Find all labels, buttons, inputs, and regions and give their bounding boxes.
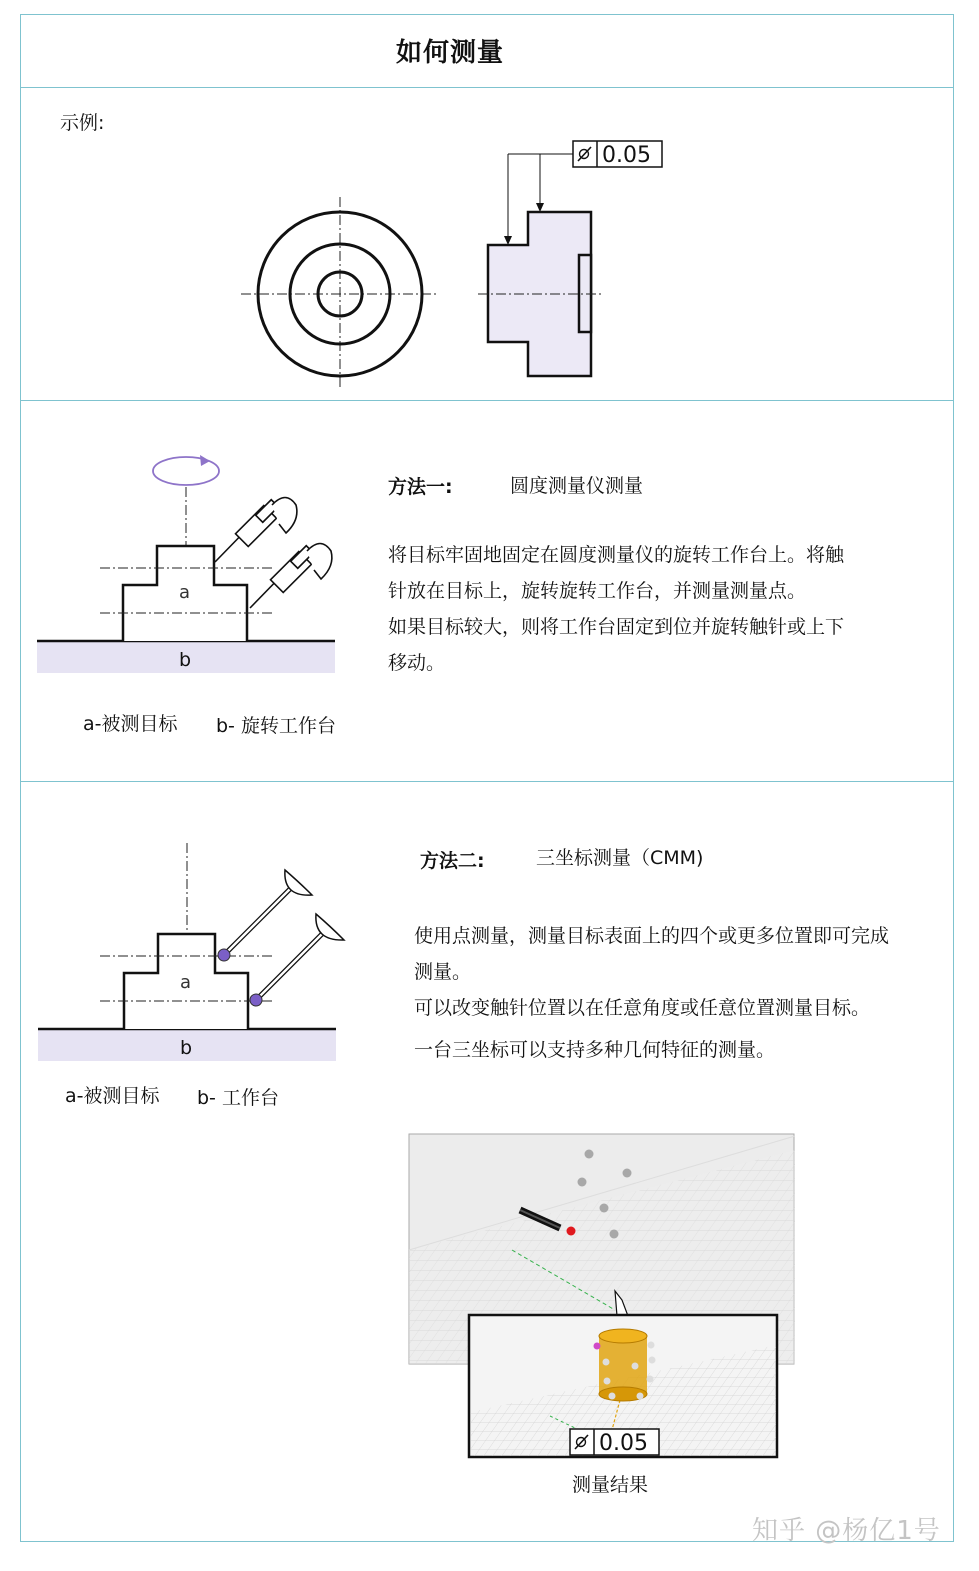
method2-caption-a: a-被测目标 xyxy=(65,1085,160,1107)
page-title: 如何测量 xyxy=(395,38,504,68)
cylinder-feature-icon xyxy=(594,1329,656,1401)
example-label: 示例: xyxy=(60,112,105,134)
method1-name: 圆度测量仪测量 xyxy=(510,475,644,497)
diagram-label-a: a xyxy=(179,582,191,603)
method2-name: 三坐标测量（CMM) xyxy=(536,847,704,869)
method1-line: 如果目标较大，则将工作台固定到位并旋转触针或上下 xyxy=(388,616,845,638)
method1-caption-a: a-被测目标 xyxy=(83,713,178,735)
method1-line: 针放在目标上，旋转旋转工作台，并测量测量点。 xyxy=(388,580,807,602)
cmm-diagram-label-b: b xyxy=(180,1037,193,1059)
tolerance-value: 0.05 xyxy=(602,143,651,168)
method2-heading: 方法二: xyxy=(420,850,485,872)
method1-heading: 方法一: xyxy=(388,476,453,498)
method2-caption-b: b- 工作台 xyxy=(197,1087,279,1109)
method2-line: 使用点测量，测量目标表面上的四个或更多位置即可完成 xyxy=(414,925,890,947)
method2-line: 一台三坐标可以支持多种几何特征的测量。 xyxy=(414,1039,776,1061)
result-tolerance-value: 0.05 xyxy=(599,1431,648,1456)
method1-line: 将目标牢固地固定在圆度测量仪的旋转工作台上。将触 xyxy=(388,544,845,566)
method2-line: 可以改变触针位置以在任意角度或任意位置测量目标。 xyxy=(414,997,871,1019)
method1-line: 移动。 xyxy=(388,652,446,674)
watermark: 知乎 @杨亿1号 xyxy=(752,1516,941,1546)
result-tolerance-frame xyxy=(569,1428,661,1456)
diagram-label-b: b xyxy=(179,649,192,671)
result-caption: 测量结果 xyxy=(572,1474,649,1496)
method2-line: 测量。 xyxy=(414,961,472,983)
method1-caption-b: b- 旋转工作台 xyxy=(216,715,336,737)
cmm-diagram-label-a: a xyxy=(180,972,192,993)
